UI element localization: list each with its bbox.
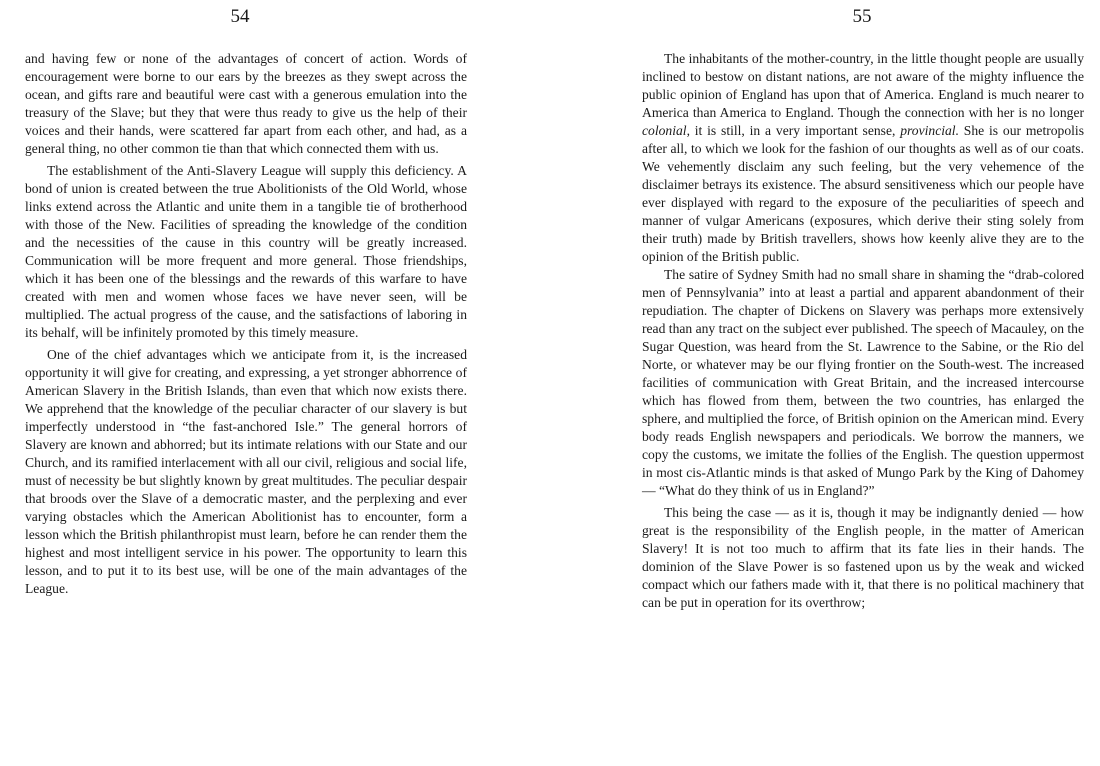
right-page xyxy=(550,0,1100,766)
italic-text-run: colonial xyxy=(642,123,687,138)
paragraph: The establishment of the Anti-Slavery League will supply this deficiency. A bond of union is created between the true Abolitionists of the Old World, whose links extend across the Atlantic and unite them in a tangible tie of brotherhood with those of the New. Facilities of spreading the knowledge of the condition and the necessities of the cause in this country will be greatly increased. Communication will be more frequent and more general. Those friendships, which it has been one of the blessings and the rewards of this warfare to have created with men and women whose faces we have never seen, will be multiplied. The actual progress of the cause, and the satisfactions of laboring in its behalf, will be infinitely promoted by this timely measure. xyxy=(25,163,467,340)
page-number-right: 55 xyxy=(852,6,872,27)
text-run: The inhabitants of the mother-country, in the little thought people are usually inclined to bestow on distant nations, are not aware of the mighty influence the public opinion of England has upon that of America. England is much nearer to America than America to England. Though the connection with her is no longer xyxy=(642,51,1084,120)
left-page-text xyxy=(25,50,467,598)
paragraph xyxy=(642,504,1084,612)
paragraph xyxy=(642,50,1084,266)
paragraph xyxy=(642,266,1084,500)
text-run: , it is still, in a very important sense, xyxy=(686,123,901,138)
text-run: This being the case — as it is, though it may be indignantly denied — how great is the responsibility of the English people, in the matter of American Slavery! It is not too much to affirm that its fate lies in their hands. The dominion of the Slave Power is so fastened upon us by the weak and wicked compact which our fathers made with it, that there is no political machinery that can be put in operation for its overthrow; xyxy=(642,505,1084,610)
italic-text-run: provincial. xyxy=(900,123,959,138)
page-number-left: 54 xyxy=(230,6,250,27)
text-run: The satire of Sydney Smith had no small share in shaming the “drab-colored men of Pennsylvania” into at least a partial and apparent abandonment of their repudiation. The chapter of Dickens on Slavery was perhaps more extensively read than any tract on the subject ever published. The speech of Macauley, on the Sugar Question, was heard from the St. Lawrence to the Sabine, or the Rio del Norte, or whatever may be our flying frontier on the South-west. The increased facilities of communication with Great Britain, and the increased intercourse which has flowed from them, between the two countries, has enlarged the sphere, and multiplied the force, of British opinion on the American mind. Every body reads English newspapers and periodicals. We borrow the manners, we copy the customs, we imitate the follies of the English. The question uppermost in most cis-Atlantic minds is that asked of Mungo Park by the King of Dahomey — “What do they think of us in England?” xyxy=(642,267,1085,498)
paragraph: and having few or none of the advantages of concert of action. Words of encouragement were borne to our ears by the breezes as they swept across the ocean, and gifts rare and beautiful were cast with a generous emulation into the treasury of the Slave; but they that were thus ready to give us the help of their voices and their hands, were scattered far apart from each other, and had, as a general thing, no other common tie than that which connected them with us. xyxy=(25,51,467,156)
right-page-text xyxy=(642,50,1084,612)
paragraph: One of the chief advantages which we anticipate from it, is the increased opportunity it will give for creating, and expressing, a yet stronger abhorrence of American Slavery in the British Islands, than even that which now exists there. We apprehend that the knowledge of the peculiar character of our slavery is but imperfectly understood in “the fast-anchored Isle.” The general horrors of Slavery are known and abhorred; but its intimate relations with our State and our Church, and its ramified interlacement with all our civil, religious and social life, must of necessity be but slightly known by great multitudes. The peculiar despair that broods over the Slave of a democratic master, and the perplexing and ever varying obstacles which the American Abolitionist has to encounter, form a lesson which the British philanthropist must learn, before he can render them the highest and most intelligent service in his power. The opportunity to learn this lesson, and to put it to its best use, will be one of the main advantages of the League. xyxy=(25,347,467,596)
text-run: She is our metropolis after all, to which we look for the fashion of our thoughts as well as of our coats. We vehemently disclaim any such feeling, but the very vehemence of the disclaimer betrays its existence. The absurd sensitiveness which our people have ever displayed with regard to the exposure of the peculiarities of speech and manner of vulgar Americans (exposures, which derive their sting solely from their truth) made by British travellers, shows how keenly alive they are to the opinion of the British public. xyxy=(642,123,1084,264)
